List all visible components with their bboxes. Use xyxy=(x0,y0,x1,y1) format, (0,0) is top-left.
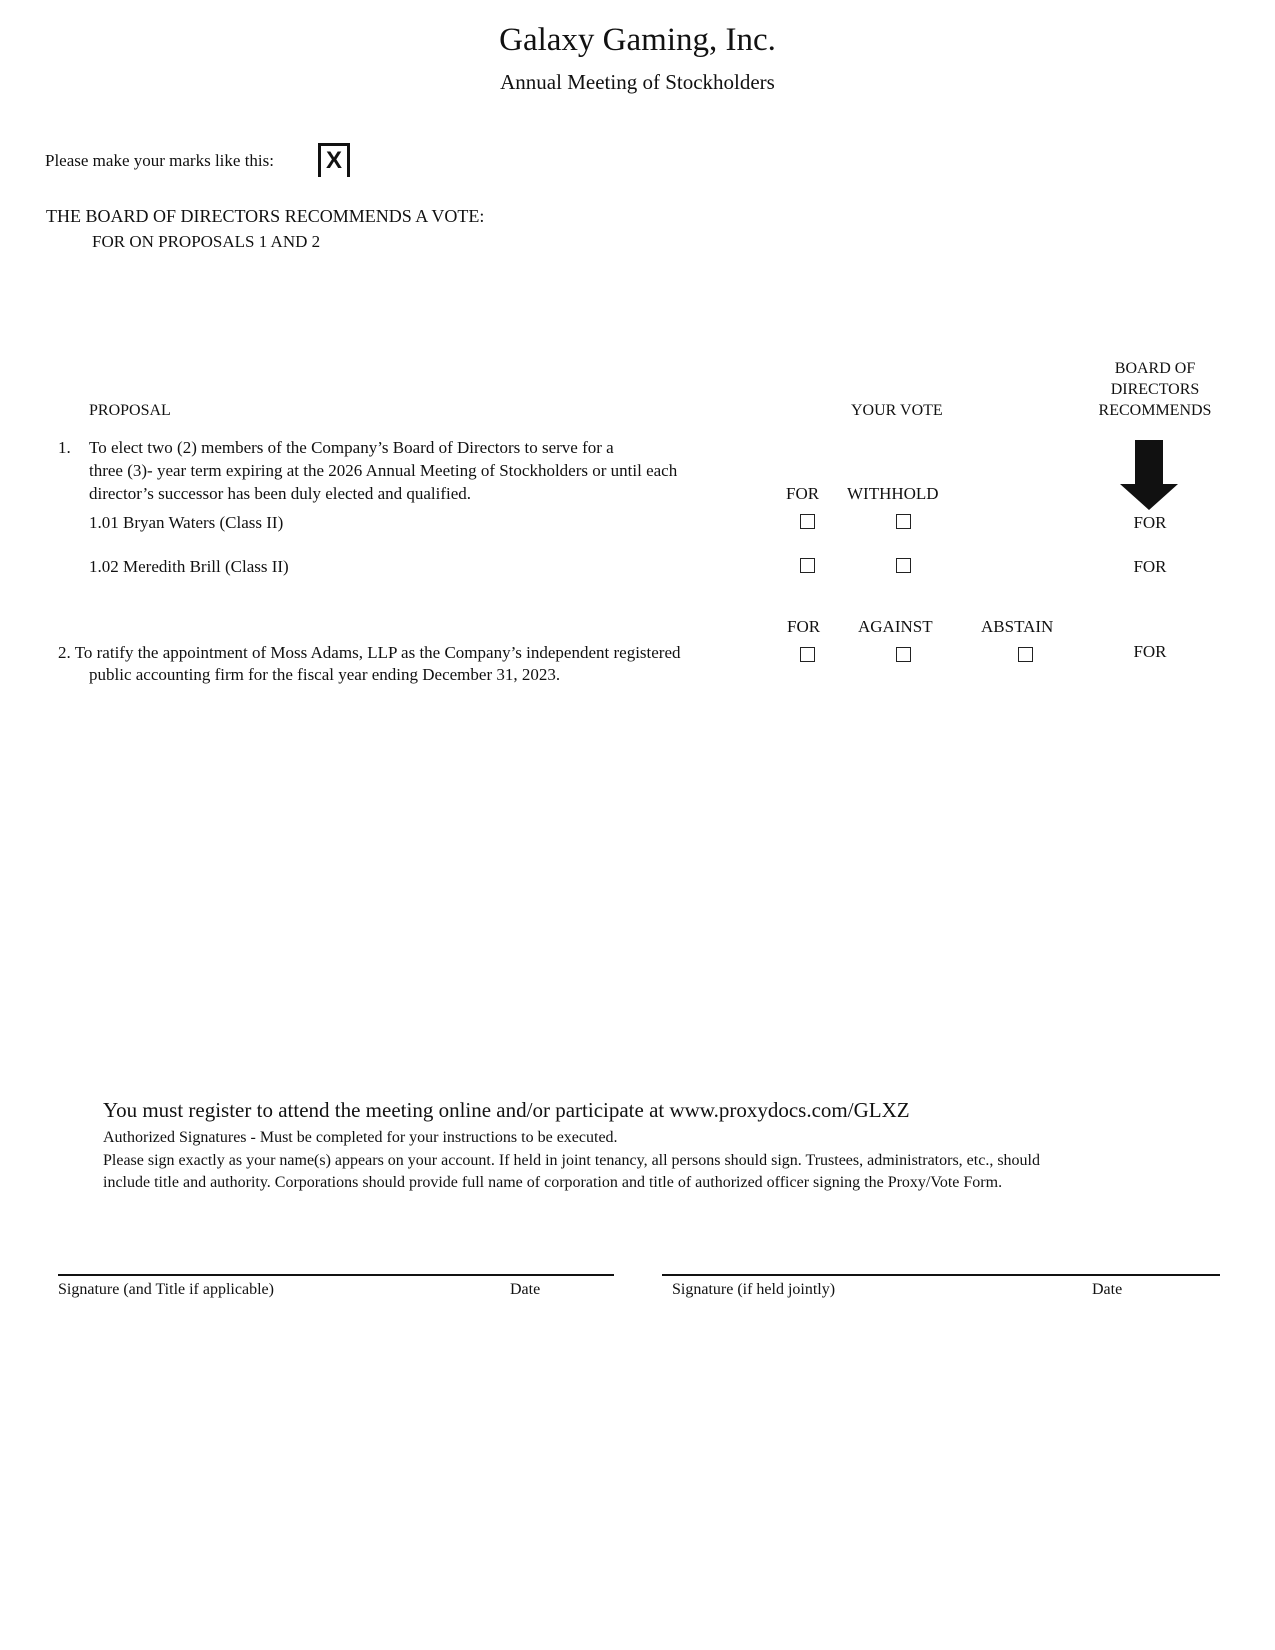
company-title: Galaxy Gaming, Inc. xyxy=(499,22,776,58)
proposal2-recommendation: FOR xyxy=(1133,642,1167,661)
your-vote-column-header: YOUR VOTE xyxy=(851,402,943,419)
proposal1-text-line3: director’s successor has been duly elected and qualified. xyxy=(89,484,472,503)
proposal1-number: 1. xyxy=(58,438,71,457)
proposal2-abstain-header: ABSTAIN xyxy=(981,617,1054,636)
signature-1-label: Signature (and Title if applicable) xyxy=(58,1281,274,1298)
proposal2-against-header: AGAINST xyxy=(858,617,933,636)
register-notice: You must register to attend the meeting online and/or participate at www.proxydocs.com/GLXZ xyxy=(103,1098,910,1122)
board-column-header-line3: RECOMMENDS xyxy=(1098,402,1212,419)
board-recommendation-line2: FOR ON PROPOSALS 1 AND 2 xyxy=(92,232,321,251)
nominee-2-recommendation: FOR xyxy=(1133,557,1167,576)
proposal2-against-checkbox[interactable] xyxy=(896,647,911,662)
date-2-label: Date xyxy=(1092,1281,1123,1298)
signing-instructions-line1: Please sign exactly as your name(s) appears on your account. If held in joint tenancy, all persons should sign. Trustees, administrators, etc., should xyxy=(103,1152,1040,1169)
proposal-column-header: PROPOSAL xyxy=(89,402,171,419)
proposal2-for-header: FOR xyxy=(787,617,821,636)
nominee-2-label: 1.02 Meredith Brill (Class II) xyxy=(89,557,289,576)
signature-2-label: Signature (if held jointly) xyxy=(672,1281,836,1298)
date-1-label: Date xyxy=(510,1281,541,1298)
marks-instruction: Please make your marks like this: xyxy=(45,151,274,170)
authorized-signatures-note: Authorized Signatures - Must be completed for your instructions to be executed. xyxy=(103,1129,618,1146)
proposal1-text-line1: To elect two (2) members of the Company’s Board of Directors to serve for a xyxy=(89,438,614,457)
proposal2-for-checkbox[interactable] xyxy=(800,647,815,662)
signing-instructions-line2: include title and authority. Corporations should provide full name of corporation and title of authorized officer signing the Proxy/Vote Form. xyxy=(103,1174,1003,1191)
proposal2-abstain-checkbox[interactable] xyxy=(1018,647,1033,662)
nominee-1-for-checkbox[interactable] xyxy=(800,514,815,529)
down-arrow-icon xyxy=(1120,440,1178,510)
example-mark-icon: X xyxy=(318,143,350,177)
nominee-1-recommendation: FOR xyxy=(1133,513,1167,532)
signature-line-1[interactable] xyxy=(58,1274,614,1276)
signature-line-2[interactable] xyxy=(662,1274,1220,1276)
board-recommendation-line1: THE BOARD OF DIRECTORS RECOMMENDS A VOTE: xyxy=(46,206,485,226)
proposal1-for-header: FOR xyxy=(786,484,820,503)
board-column-header-line1: BOARD OF xyxy=(1114,360,1196,377)
meeting-subtitle: Annual Meeting of Stockholders xyxy=(500,70,775,94)
proposal1-withhold-header: WITHHOLD xyxy=(847,484,939,503)
nominee-1-withhold-checkbox[interactable] xyxy=(896,514,911,529)
proposal1-text-line2: three (3)- year term expiring at the 2026 Annual Meeting of Stockholders or until each xyxy=(89,461,678,480)
board-column-header-line2: DIRECTORS xyxy=(1110,381,1200,398)
proposal2-text-line1: 2. To ratify the appointment of Moss Adams, LLP as the Company’s independent registered xyxy=(58,643,681,662)
nominee-2-for-checkbox[interactable] xyxy=(800,558,815,573)
proposal2-text-line2: public accounting firm for the fiscal year ending December 31, 2023. xyxy=(89,665,561,684)
nominee-2-withhold-checkbox[interactable] xyxy=(896,558,911,573)
nominee-1-label: 1.01 Bryan Waters (Class II) xyxy=(89,513,284,532)
